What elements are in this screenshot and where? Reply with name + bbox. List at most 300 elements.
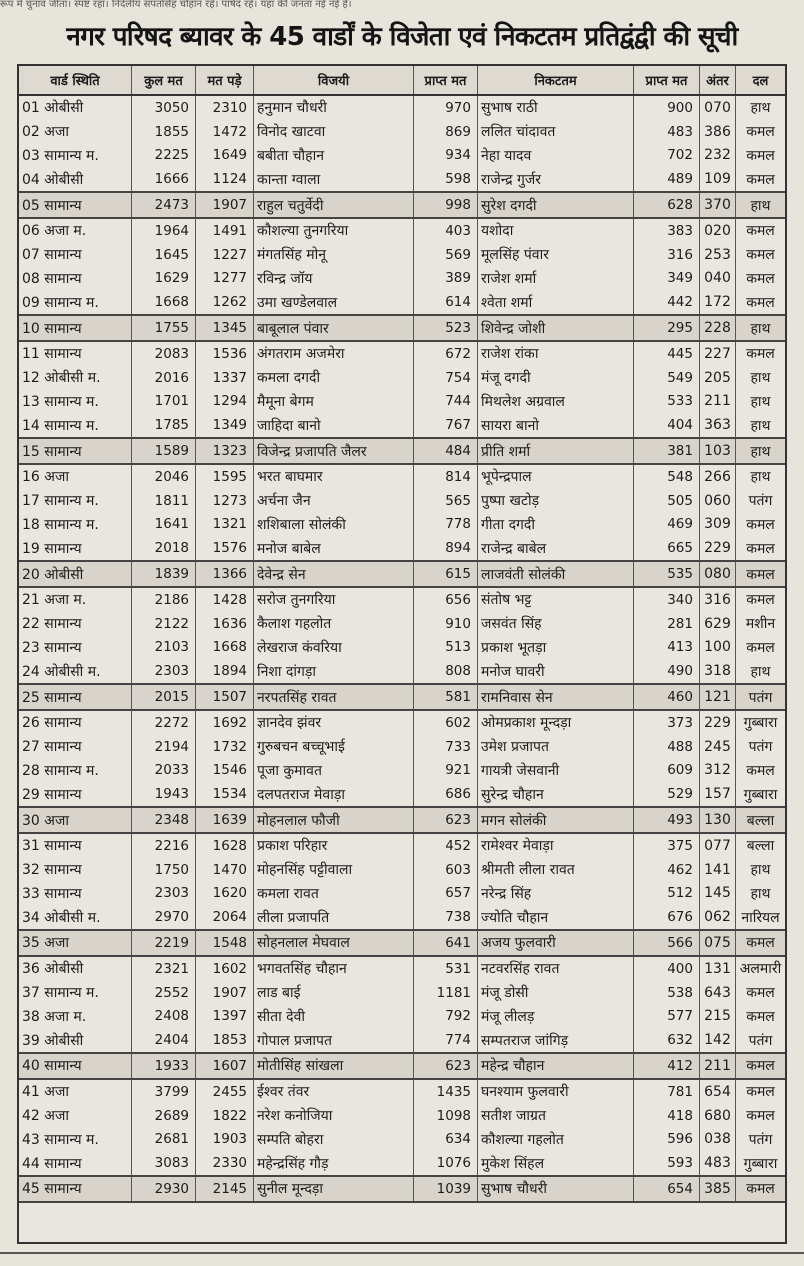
table-body: [19, 96, 785, 1203]
table-row: [19, 1177, 785, 1201]
runner-up-cell: गायत्री जेसवानी: [478, 759, 634, 783]
runner-votes-cell: 702: [634, 144, 700, 168]
votes-cast-cell: 1124: [196, 167, 254, 191]
margin-cell: 363: [700, 413, 736, 437]
party-cell: गुब्बारा: [743, 715, 778, 732]
ward-cell: 16 अजा: [19, 465, 132, 489]
runner-up-cell: मंजू लीलड़: [478, 1004, 634, 1028]
total-votes-cell: 1641: [132, 513, 196, 537]
winner-cell: कैलाश गहलोत: [254, 612, 414, 636]
runner-up-cell: लाजवंती सोलंकी: [478, 562, 634, 586]
party-cell: हाथ: [750, 393, 771, 410]
votes-cast-cell: 1602: [196, 957, 254, 981]
winner-votes-cell: 1435: [414, 1080, 478, 1104]
page-bottom-rule: [0, 1252, 804, 1254]
table-row: [19, 413, 785, 437]
header-votes-cast: मत पड़े: [196, 66, 254, 94]
winner-cell: उमा खण्डेलवाल: [254, 290, 414, 314]
winner-votes-cell: 389: [414, 267, 478, 291]
ward-cell: 05 सामान्य: [19, 193, 132, 217]
margin-cell: 121: [700, 685, 736, 709]
runner-votes-cell: 538: [634, 981, 700, 1005]
table-row: [19, 489, 785, 513]
winner-votes-cell: 484: [414, 439, 478, 463]
runner-votes-cell: 489: [634, 167, 700, 191]
votes-cast-cell: 1903: [196, 1127, 254, 1151]
ward-cell: 44 सामान्य: [19, 1151, 132, 1175]
margin-cell: 309: [700, 513, 736, 537]
winner-votes-cell: 738: [414, 905, 478, 929]
winner-votes-cell: 910: [414, 612, 478, 636]
winner-votes-cell: 602: [414, 711, 478, 735]
margin-cell: 245: [700, 735, 736, 759]
runner-votes-cell: 512: [634, 882, 700, 906]
total-votes-cell: 2016: [132, 366, 196, 390]
votes-cast-cell: 1349: [196, 413, 254, 437]
runner-up-cell: रामेश्वर मेवाड़ा: [478, 834, 634, 858]
winner-cell: मोतीसिंह सांखला: [254, 1054, 414, 1078]
margin-cell: 654: [700, 1080, 736, 1104]
runner-votes-cell: 505: [634, 489, 700, 513]
ward-group: [19, 342, 785, 439]
table-header: [19, 66, 785, 96]
runner-votes-cell: 535: [634, 562, 700, 586]
ward-cell: 13 सामान्य म.: [19, 390, 132, 414]
runner-votes-cell: 316: [634, 243, 700, 267]
winner-cell: मोहनलाल फौजी: [254, 808, 414, 832]
party-cell: कमल: [746, 1008, 775, 1025]
total-votes-cell: 1629: [132, 267, 196, 291]
total-votes-cell: 1666: [132, 167, 196, 191]
votes-cast-cell: 1536: [196, 342, 254, 366]
runner-votes-cell: 375: [634, 834, 700, 858]
winner-votes-cell: 569: [414, 243, 478, 267]
ward-cell: 08 सामान्य: [19, 267, 132, 291]
margin-cell: 077: [700, 834, 736, 858]
winner-votes-cell: 1076: [414, 1151, 478, 1175]
table-row: [19, 120, 785, 144]
runner-up-cell: सायरा बानो: [478, 413, 634, 437]
total-votes-cell: 1964: [132, 219, 196, 243]
party-cell: गुब्बारा: [743, 786, 778, 803]
margin-cell: 040: [700, 267, 736, 291]
winner-votes-cell: 869: [414, 120, 478, 144]
runner-votes-cell: 781: [634, 1080, 700, 1104]
margin-cell: 228: [700, 316, 736, 340]
runner-votes-cell: 900: [634, 96, 700, 120]
party-cell: कमल: [746, 346, 775, 363]
winner-cell: मंगतसिंह मोनू: [254, 243, 414, 267]
ward-group: [19, 711, 785, 808]
ward-group: [19, 465, 785, 562]
ward-cell: 11 सामान्य: [19, 342, 132, 366]
margin-cell: 211: [700, 1054, 736, 1078]
votes-cast-cell: 1668: [196, 636, 254, 660]
ward-cell: 30 अजा: [19, 808, 132, 832]
party-cell: कमल: [746, 124, 775, 141]
winner-votes-cell: 970: [414, 96, 478, 120]
ward-group: [19, 193, 785, 219]
runner-votes-cell: 281: [634, 612, 700, 636]
runner-votes-cell: 609: [634, 759, 700, 783]
party-cell: कमल: [746, 639, 775, 656]
winner-votes-cell: 754: [414, 366, 478, 390]
winner-votes-cell: 403: [414, 219, 478, 243]
table-row: [19, 267, 785, 291]
runner-votes-cell: 533: [634, 390, 700, 414]
margin-cell: 060: [700, 489, 736, 513]
table-row: [19, 882, 785, 906]
winner-cell: हनुमान चौधरी: [254, 96, 414, 120]
party-cell: हाथ: [750, 370, 771, 387]
margin-cell: 229: [700, 536, 736, 560]
ward-cell: 20 ओबीसी: [19, 562, 132, 586]
runner-up-cell: भूपेन्द्रपाल: [478, 465, 634, 489]
table-row: [19, 981, 785, 1005]
table-row: [19, 96, 785, 120]
total-votes-cell: 1645: [132, 243, 196, 267]
winner-cell: नरेश कनोजिया: [254, 1104, 414, 1128]
margin-cell: 629: [700, 612, 736, 636]
runner-up-cell: पुष्पा खटोड़: [478, 489, 634, 513]
table-row: [19, 636, 785, 660]
table-row: [19, 659, 785, 683]
votes-cast-cell: 1576: [196, 536, 254, 560]
winner-cell: रविन्द्र जॉय: [254, 267, 414, 291]
runner-up-cell: नरेन्द्र सिंह: [478, 882, 634, 906]
runner-up-cell: मिथलेश अग्रवाल: [478, 390, 634, 414]
margin-cell: 172: [700, 290, 736, 314]
ward-group: [19, 588, 785, 685]
total-votes-cell: 3799: [132, 1080, 196, 1104]
ward-cell: 41 अजा: [19, 1080, 132, 1104]
votes-cast-cell: 1649: [196, 144, 254, 168]
total-votes-cell: 2225: [132, 144, 196, 168]
winner-votes-cell: 452: [414, 834, 478, 858]
total-votes-cell: 2083: [132, 342, 196, 366]
votes-cast-cell: 1262: [196, 290, 254, 314]
total-votes-cell: 2046: [132, 465, 196, 489]
winner-cell: सुनील मून्दड़ा: [254, 1177, 414, 1201]
runner-up-cell: नेहा यादव: [478, 144, 634, 168]
runner-up-cell: सुरेश दगदी: [478, 193, 634, 217]
table-row: [19, 1127, 785, 1151]
total-votes-cell: 1668: [132, 290, 196, 314]
winner-votes-cell: 808: [414, 659, 478, 683]
margin-cell: 130: [700, 808, 736, 832]
winner-cell: कमला रावत: [254, 882, 414, 906]
runner-votes-cell: 529: [634, 782, 700, 806]
winner-votes-cell: 921: [414, 759, 478, 783]
table-row: [19, 1028, 785, 1052]
party-cell: कमल: [746, 1058, 775, 1075]
party-cell: मशीन: [745, 616, 776, 633]
margin-cell: 215: [700, 1004, 736, 1028]
winner-cell: प्रकाश परिहार: [254, 834, 414, 858]
votes-cast-cell: 1273: [196, 489, 254, 513]
table-row: [19, 193, 785, 217]
party-cell: कमल: [746, 592, 775, 609]
runner-up-cell: मनोज घावरी: [478, 659, 634, 683]
winner-votes-cell: 657: [414, 882, 478, 906]
ward-group: [19, 957, 785, 1054]
results-table: [17, 64, 787, 1244]
runner-up-cell: संतोष भट्ट: [478, 588, 634, 612]
ward-cell: 25 सामान्य: [19, 685, 132, 709]
runner-votes-cell: 413: [634, 636, 700, 660]
votes-cast-cell: 1636: [196, 612, 254, 636]
ward-group: [19, 1054, 785, 1080]
winner-votes-cell: 565: [414, 489, 478, 513]
party-cell: पतंग: [748, 689, 773, 706]
runner-up-cell: शिवेन्द्र जोशी: [478, 316, 634, 340]
runner-votes-cell: 628: [634, 193, 700, 217]
winner-votes-cell: 686: [414, 782, 478, 806]
votes-cast-cell: 1546: [196, 759, 254, 783]
winner-votes-cell: 744: [414, 390, 478, 414]
runner-up-cell: ललित चांदावत: [478, 120, 634, 144]
runner-up-cell: राजेन्द्र बाबेल: [478, 536, 634, 560]
party-cell: हाथ: [750, 417, 771, 434]
winner-cell: कमला दगदी: [254, 366, 414, 390]
party-cell: कमल: [746, 1108, 775, 1125]
runner-up-cell: मुकेश सिंहल: [478, 1151, 634, 1175]
runner-votes-cell: 340: [634, 588, 700, 612]
margin-cell: 483: [700, 1151, 736, 1175]
total-votes-cell: 2303: [132, 659, 196, 683]
runner-up-cell: घनश्याम फुलवारी: [478, 1080, 634, 1104]
ward-group: [19, 316, 785, 342]
clipped-top-text: रूप में चुनाव जीता। स्पष्ट रहा। निर्दलीय सपतसिंह चौहान रहे। पार्षद रहे। यहां की जनता नई नई है।: [0, 0, 352, 10]
votes-cast-cell: 1507: [196, 685, 254, 709]
ward-cell: 02 अजा: [19, 120, 132, 144]
table-row: [19, 931, 785, 955]
runner-votes-cell: 490: [634, 659, 700, 683]
winner-votes-cell: 1098: [414, 1104, 478, 1128]
runner-up-cell: राजेश शर्मा: [478, 267, 634, 291]
runner-votes-cell: 676: [634, 905, 700, 929]
table-row: [19, 759, 785, 783]
party-cell: कमल: [746, 762, 775, 779]
margin-cell: 038: [700, 1127, 736, 1151]
ward-cell: 39 ओबीसी: [19, 1028, 132, 1052]
runner-up-cell: मूलसिंह पंवार: [478, 243, 634, 267]
party-cell: पतंग: [748, 493, 773, 510]
runner-up-cell: सम्पतराज जांगिड़: [478, 1028, 634, 1052]
total-votes-cell: 2689: [132, 1104, 196, 1128]
runner-up-cell: अजय फुलवारी: [478, 931, 634, 955]
winner-cell: सोहनलाल मेघवाल: [254, 931, 414, 955]
winner-votes-cell: 672: [414, 342, 478, 366]
party-cell: हाथ: [750, 469, 771, 486]
votes-cast-cell: 2330: [196, 1151, 254, 1175]
votes-cast-cell: 1366: [196, 562, 254, 586]
ward-cell: 31 सामान्य: [19, 834, 132, 858]
runner-up-cell: सुभाष चौधरी: [478, 1177, 634, 1201]
votes-cast-cell: 1548: [196, 931, 254, 955]
party-cell: कमल: [746, 223, 775, 240]
ward-group: [19, 808, 785, 834]
votes-cast-cell: 2455: [196, 1080, 254, 1104]
votes-cast-cell: 1534: [196, 782, 254, 806]
runner-votes-cell: 548: [634, 465, 700, 489]
winner-cell: विजेन्द्र प्रजापति जैलर: [254, 439, 414, 463]
table-row: [19, 513, 785, 537]
votes-cast-cell: 1428: [196, 588, 254, 612]
winner-cell: सरोज तुनगरिया: [254, 588, 414, 612]
votes-cast-cell: 1732: [196, 735, 254, 759]
votes-cast-cell: 1277: [196, 267, 254, 291]
winner-cell: मनोज बाबेल: [254, 536, 414, 560]
winner-votes-cell: 581: [414, 685, 478, 709]
table-row: [19, 711, 785, 735]
ward-cell: 38 अजा म.: [19, 1004, 132, 1028]
table-row: [19, 366, 785, 390]
runner-votes-cell: 488: [634, 735, 700, 759]
party-cell: कमल: [746, 1084, 775, 1101]
votes-cast-cell: 1472: [196, 120, 254, 144]
party-cell: कमल: [746, 540, 775, 557]
votes-cast-cell: 1470: [196, 858, 254, 882]
party-cell: कमल: [746, 985, 775, 1002]
table-row: [19, 782, 785, 806]
ward-cell: 07 सामान्य: [19, 243, 132, 267]
margin-cell: 145: [700, 882, 736, 906]
runner-up-cell: सुभाष राठी: [478, 96, 634, 120]
runner-votes-cell: 483: [634, 120, 700, 144]
runner-up-cell: श्वेता शर्मा: [478, 290, 634, 314]
table-row: [19, 588, 785, 612]
ward-cell: 15 सामान्य: [19, 439, 132, 463]
table-row: [19, 1004, 785, 1028]
ward-cell: 35 अजा: [19, 931, 132, 955]
table-row: [19, 685, 785, 709]
table-row: [19, 1151, 785, 1175]
votes-cast-cell: 2064: [196, 905, 254, 929]
total-votes-cell: 2408: [132, 1004, 196, 1028]
party-cell: कमल: [746, 516, 775, 533]
margin-cell: 643: [700, 981, 736, 1005]
margin-cell: 075: [700, 931, 736, 955]
total-votes-cell: 2681: [132, 1127, 196, 1151]
runner-votes-cell: 404: [634, 413, 700, 437]
winner-cell: विनोद खाटवा: [254, 120, 414, 144]
runner-votes-cell: 418: [634, 1104, 700, 1128]
margin-cell: 103: [700, 439, 736, 463]
total-votes-cell: 2186: [132, 588, 196, 612]
party-cell: अलमारी: [739, 961, 782, 978]
total-votes-cell: 1701: [132, 390, 196, 414]
total-votes-cell: 2216: [132, 834, 196, 858]
ward-cell: 23 सामान्य: [19, 636, 132, 660]
table-row: [19, 243, 785, 267]
winner-votes-cell: 603: [414, 858, 478, 882]
party-cell: कमल: [746, 147, 775, 164]
winner-votes-cell: 733: [414, 735, 478, 759]
total-votes-cell: 2930: [132, 1177, 196, 1201]
ward-group: [19, 219, 785, 316]
total-votes-cell: 2272: [132, 711, 196, 735]
votes-cast-cell: 1323: [196, 439, 254, 463]
votes-cast-cell: 2310: [196, 96, 254, 120]
runner-votes-cell: 593: [634, 1151, 700, 1175]
total-votes-cell: 2303: [132, 882, 196, 906]
votes-cast-cell: 1907: [196, 193, 254, 217]
total-votes-cell: 3050: [132, 96, 196, 120]
winner-cell: महेन्द्रसिंह गौड़: [254, 1151, 414, 1175]
party-cell: हाथ: [750, 320, 771, 337]
ward-cell: 21 अजा म.: [19, 588, 132, 612]
runner-up-cell: ज्योति चौहान: [478, 905, 634, 929]
votes-cast-cell: 1620: [196, 882, 254, 906]
runner-up-cell: मगन सोलंकी: [478, 808, 634, 832]
votes-cast-cell: 2145: [196, 1177, 254, 1201]
party-cell: कमल: [746, 935, 775, 952]
party-cell: बल्ला: [746, 838, 775, 855]
margin-cell: 080: [700, 562, 736, 586]
ward-group: [19, 834, 785, 931]
winner-cell: गुरुबचन बच्चूभाई: [254, 735, 414, 759]
table-row: [19, 1080, 785, 1104]
ward-cell: 17 सामान्य म.: [19, 489, 132, 513]
table-row: [19, 290, 785, 314]
total-votes-cell: 2103: [132, 636, 196, 660]
ward-cell: 27 सामान्य: [19, 735, 132, 759]
page-title: नगर परिषद ब्यावर के 45 वार्डों के विजेता एवं निकटतम प्रतिद्वंद्वी की सूची: [66, 22, 738, 52]
winner-cell: बबीता चौहान: [254, 144, 414, 168]
runner-up-cell: प्रकाश भूतड़ा: [478, 636, 634, 660]
margin-cell: 318: [700, 659, 736, 683]
runner-votes-cell: 295: [634, 316, 700, 340]
header-margin: अंतर: [700, 66, 736, 94]
runner-votes-cell: 460: [634, 685, 700, 709]
runner-up-cell: नटवरसिंह रावत: [478, 957, 634, 981]
ward-group: [19, 685, 785, 711]
ward-cell: 33 सामान्य: [19, 882, 132, 906]
winner-cell: कान्ता ग्वाला: [254, 167, 414, 191]
ward-cell: 24 ओबीसी म.: [19, 659, 132, 683]
ward-cell: 40 सामान्य: [19, 1054, 132, 1078]
ward-cell: 28 सामान्य म.: [19, 759, 132, 783]
votes-cast-cell: 1639: [196, 808, 254, 832]
total-votes-cell: 1785: [132, 413, 196, 437]
winner-cell: निशा दांगड़ा: [254, 659, 414, 683]
runner-votes-cell: 442: [634, 290, 700, 314]
winner-votes-cell: 656: [414, 588, 478, 612]
winner-cell: मैमूना बेगम: [254, 390, 414, 414]
winner-cell: सम्पति बोहरा: [254, 1127, 414, 1151]
winner-cell: लेखराज कंवरिया: [254, 636, 414, 660]
margin-cell: 227: [700, 342, 736, 366]
table-row: [19, 905, 785, 929]
ward-group: [19, 562, 785, 588]
ward-group: [19, 1080, 785, 1177]
winner-votes-cell: 615: [414, 562, 478, 586]
winner-cell: ईश्वर तंवर: [254, 1080, 414, 1104]
runner-up-cell: सतीश जाग्रत: [478, 1104, 634, 1128]
winner-votes-cell: 531: [414, 957, 478, 981]
total-votes-cell: 1589: [132, 439, 196, 463]
party-cell: हाथ: [750, 100, 771, 117]
margin-cell: 316: [700, 588, 736, 612]
winner-cell: नरपतसिंह रावत: [254, 685, 414, 709]
table-row: [19, 316, 785, 340]
votes-cast-cell: 1321: [196, 513, 254, 537]
total-votes-cell: 2404: [132, 1028, 196, 1052]
table-row: [19, 342, 785, 366]
total-votes-cell: 2321: [132, 957, 196, 981]
ward-cell: 12 ओबीसी म.: [19, 366, 132, 390]
